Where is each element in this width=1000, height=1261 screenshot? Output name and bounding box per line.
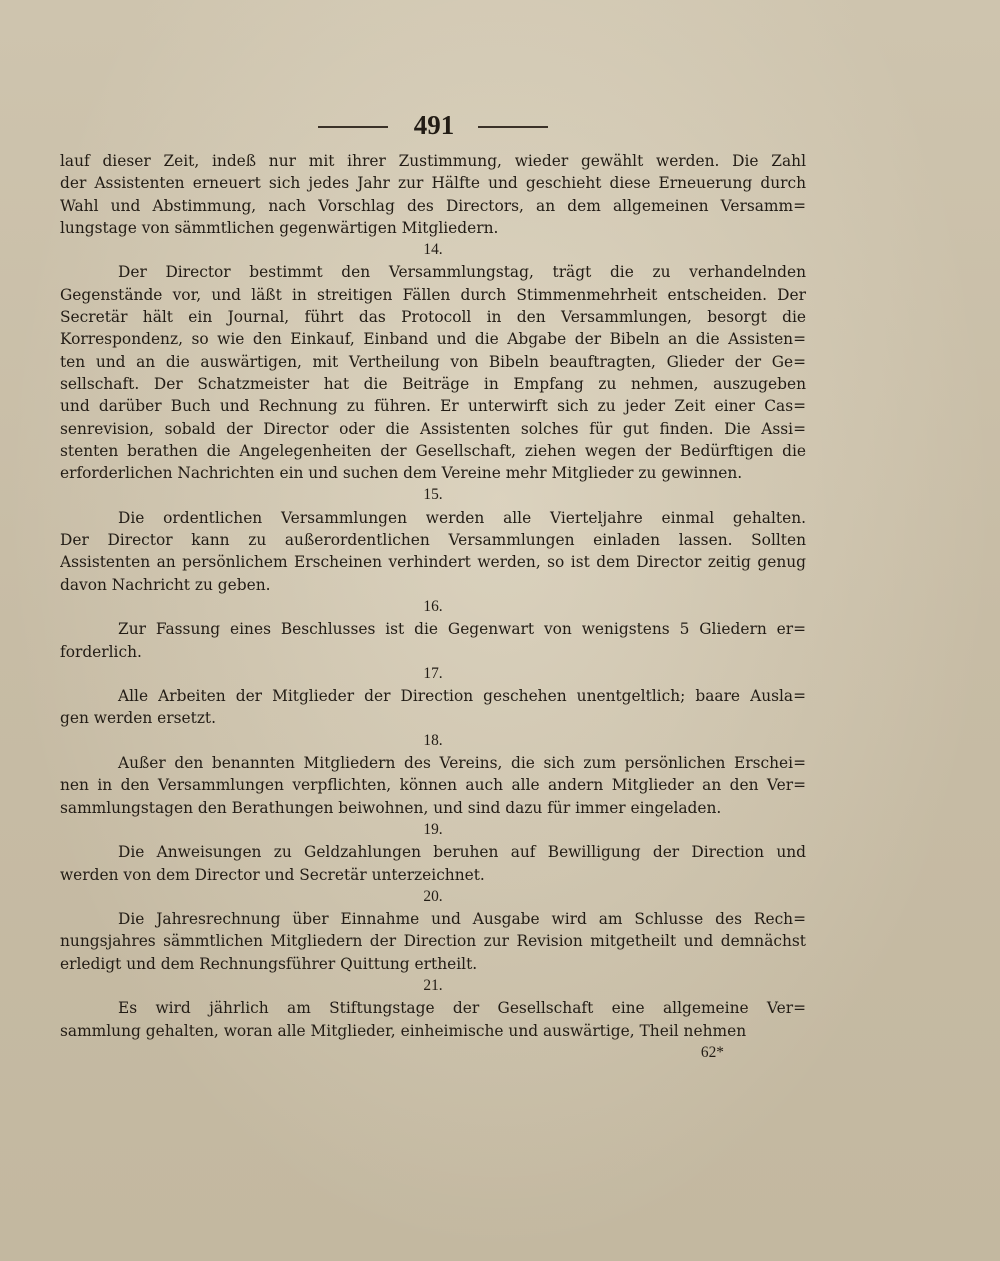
paragraph	[60, 685, 806, 730]
section-number: 17.	[423, 664, 443, 682]
text-line: Die Jahresrechnung über Einnahme und Ausgabe wird am Schlusse des Rech=	[118, 910, 806, 929]
section-number: 19.	[423, 820, 443, 838]
paragraph	[60, 752, 806, 819]
paragraph	[60, 150, 806, 239]
text-line: stenten berathen die Angelegenheiten der Gesellschaft, ziehen wegen der Bedürftigen die	[60, 441, 806, 460]
text-line: sammlungstagen den Berathungen beiwohnen, und sind dazu für immer eingeladen.	[60, 798, 722, 817]
signature-mark: 62*	[700, 1043, 724, 1061]
header-rule-left	[318, 126, 388, 128]
paragraph	[60, 908, 806, 975]
text-line: und darüber Buch und Rechnung zu führen. Er unterwirft sich zu jeder Zeit einer Cas=	[60, 397, 806, 416]
section-number: 18.	[423, 731, 443, 749]
text-line: lauf dieser Zeit, indeß nur mit ihrer Zustimmung, wieder gewählt werden. Die Zahl	[60, 152, 806, 170]
text-line: Außer den benannten Mitgliedern des Vereins, die sich zum persönlichen Erschei=	[118, 754, 806, 773]
section-number: 20.	[423, 887, 443, 905]
text-line: der Assistenten erneuert sich jedes Jahr zur Hälfte und geschieht diese Erneuerung durch	[60, 174, 806, 193]
section-number: 15.	[423, 486, 443, 504]
text-line: Korrespondenz, so wie den Einkauf, Einband und die Abgabe der Bibeln an die Assisten=	[60, 330, 806, 349]
text-line: nen in den Versammlungen verpflichten, können auch alle andern Mitglieder an den Ver=	[60, 776, 806, 795]
paragraph	[60, 841, 806, 886]
page-number: 491	[413, 110, 455, 140]
paragraph	[60, 261, 806, 484]
text-line: werden von dem Director und Secretär unterzeichnet.	[60, 865, 485, 884]
text-line: Zur Fassung eines Beschlusses ist die Gegenwart von wenigstens 5 Gliedern er=	[118, 620, 806, 639]
header-rule-right	[478, 126, 548, 128]
text-line: Die Anweisungen zu Geldzahlungen beruhen auf Bewilligung der Direction und	[118, 843, 806, 862]
section-number: 14.	[423, 241, 443, 259]
text-line: Der Director bestimmt den Versammlungstag, trägt die zu verhandelnden	[118, 263, 806, 282]
text-line: ten und an die auswärtigen, mit Vertheilung von Bibeln beauftragten, Glieder der Ge=	[60, 352, 806, 371]
text-line: lungstage von sämmtlichen gegenwärtigen Mitgliedern.	[60, 218, 499, 237]
paragraph	[60, 507, 806, 596]
text-line: Es wird jährlich am Stiftungstage der Gesellschaft eine allgemeine Ver=	[118, 999, 806, 1018]
text-line: gen werden ersetzt.	[60, 709, 217, 728]
text-line: sellschaft. Der Schatzmeister hat die Beiträge in Empfang zu nehmen, auszugeben	[60, 374, 806, 393]
paragraph	[60, 997, 806, 1042]
section-number: 16.	[423, 597, 443, 615]
text-line: forderlich.	[60, 642, 142, 661]
text-line: Die ordentlichen Versammlungen werden alle Vierteljahre einmal gehalten.	[118, 508, 806, 527]
section-number: 21.	[423, 976, 443, 994]
text-line: sammlung gehalten, woran alle Mitglieder, einheimische und auswärtige, Theil nehmen	[60, 1021, 747, 1040]
text-line: Der Director kann zu außerordentlichen Versammlungen einladen lassen. Sollten	[60, 531, 806, 550]
text-line: nungsjahres sämmtlichen Mitgliedern der Direction zur Revision mitgetheilt und demnächst	[60, 932, 806, 951]
text-line: erledigt und dem Rechnungsführer Quittung ertheilt.	[60, 954, 478, 973]
text-line: Gegenstände vor, und läßt in streitigen Fällen durch Stimmenmehrheit entscheiden. Der	[60, 285, 806, 304]
text-line: davon Nachricht zu geben.	[60, 575, 271, 594]
text-line: Alle Arbeiten der Mitglieder der Direction geschehen unentgeltlich; baare Ausla=	[118, 687, 806, 706]
text-line: erforderlichen Nachrichten ein und suchen dem Vereine mehr Mitglieder zu gewinnen.	[60, 464, 743, 483]
text-line: senrevision, sobald der Director oder die Assistenten solches für gut finden. Die Assi=	[60, 419, 806, 438]
page-header	[0, 108, 1000, 142]
text-line: Secretär hält ein Journal, führt das Protocoll in den Versammlungen, besorgt die	[60, 308, 806, 327]
text-line: Assistenten an persönlichem Erscheinen verhindert werden, so ist dem Director zeitig genug	[60, 553, 806, 572]
page-body	[60, 150, 806, 1064]
text-line: Wahl und Abstimmung, nach Vorschlag des Directors, an dem allgemeinen Versamm=	[60, 196, 806, 215]
paragraph	[60, 618, 806, 663]
